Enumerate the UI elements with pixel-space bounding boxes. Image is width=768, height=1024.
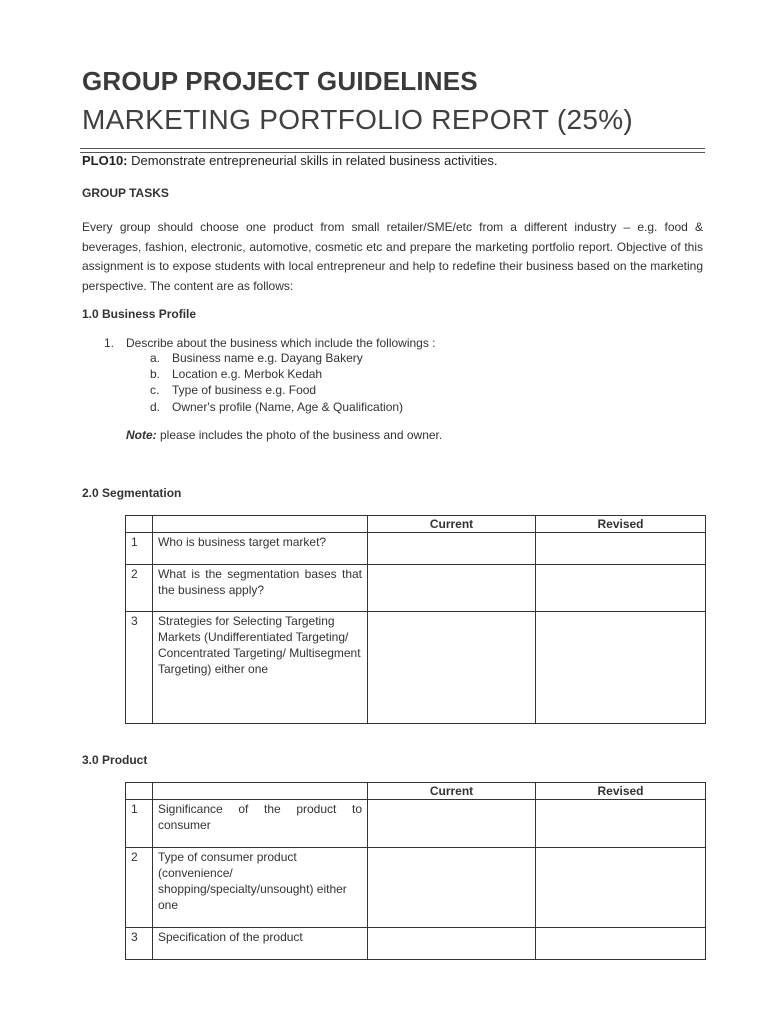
revised-cell[interactable] xyxy=(536,533,706,565)
revised-cell[interactable] xyxy=(536,612,706,724)
table-row xyxy=(126,533,706,565)
sublist-letter: d. xyxy=(150,400,161,414)
revised-cell[interactable] xyxy=(536,928,706,960)
note xyxy=(126,428,442,442)
row-number: 3 xyxy=(126,928,153,960)
plo-statement xyxy=(82,153,497,168)
table-row xyxy=(126,565,706,612)
current-cell[interactable] xyxy=(368,612,536,724)
column-header xyxy=(153,783,368,800)
column-header xyxy=(126,783,153,800)
section-1-heading: 1.0 Business Profile xyxy=(82,307,197,321)
column-header xyxy=(126,516,153,533)
table-header-row xyxy=(126,516,706,533)
row-question: What is the segmentation bases that the business apply? xyxy=(153,565,368,612)
row-number: 3 xyxy=(126,612,153,724)
sublist-letter: c. xyxy=(150,383,160,397)
column-header xyxy=(153,516,368,533)
document-subtitle: MARKETING PORTFOLIO REPORT (25%) xyxy=(82,104,634,135)
group-tasks-paragraph: Every group should choose one product from small retailer/SME/etc from a different industry – e.g. food & beverages, fashion, electronic, automotive, cosmetic etc and prepare the marketing portfolio report. Objective of this assignment is to expose students with local entrepreneur and help to redefine their business based on the marketing perspective. The content are as follows: xyxy=(82,220,703,293)
list-item-number: 1. xyxy=(104,336,115,350)
table-row xyxy=(126,848,706,928)
row-question: Strategies for Selecting Targeting Markets (Undifferentiated Targeting/ Concentrated Targeting/ Multisegment Targeting) either one xyxy=(153,612,368,724)
plo-text: Demonstrate entrepreneurial skills in related business activities. xyxy=(127,153,498,168)
document-title: GROUP PROJECT GUIDELINES xyxy=(82,66,478,96)
current-cell[interactable] xyxy=(368,533,536,565)
revised-cell[interactable] xyxy=(536,848,706,928)
column-header-current: Current xyxy=(368,516,536,533)
segmentation-table xyxy=(125,515,706,724)
sublist-item: Owner's profile (Name, Age & Qualification) xyxy=(172,400,404,414)
column-header-revised: Revised xyxy=(536,516,706,533)
sublist-item: Type of business e.g. Food xyxy=(172,383,317,397)
list-item-text: Describe about the business which include the followings : xyxy=(126,336,436,350)
row-number: 2 xyxy=(126,848,153,928)
current-cell[interactable] xyxy=(368,800,536,848)
current-cell[interactable] xyxy=(368,848,536,928)
revised-cell[interactable] xyxy=(536,800,706,848)
column-header-current: Current xyxy=(368,783,536,800)
group-tasks-heading: GROUP TASKS xyxy=(82,186,169,200)
table-header-row xyxy=(126,783,706,800)
current-cell[interactable] xyxy=(368,928,536,960)
note-label: Note: xyxy=(126,428,157,442)
sublist-letter: b. xyxy=(150,367,161,381)
title-divider-top xyxy=(80,148,705,149)
plo-label: PLO10: xyxy=(82,153,128,168)
row-question: Significance of the product to consumer xyxy=(153,800,368,848)
revised-cell[interactable] xyxy=(536,565,706,612)
table-row xyxy=(126,800,706,848)
row-number: 1 xyxy=(126,533,153,565)
sublist-item: Location e.g. Merbok Kedah xyxy=(172,367,323,381)
row-question: Who is business target market? xyxy=(153,533,368,565)
row-question: Specification of the product xyxy=(153,928,368,960)
note-text: please includes the photo of the business and owner. xyxy=(156,428,443,442)
row-number: 1 xyxy=(126,800,153,848)
sublist-letter: a. xyxy=(150,351,161,365)
row-question: Type of consumer product (convenience/ shopping/specialty/unsought) either one xyxy=(153,848,368,928)
product-table xyxy=(125,782,706,960)
sublist-item: Business name e.g. Dayang Bakery xyxy=(172,351,363,365)
table-row xyxy=(126,612,706,724)
section-3-heading: 3.0 Product xyxy=(82,753,148,767)
current-cell[interactable] xyxy=(368,565,536,612)
section-2-heading: 2.0 Segmentation xyxy=(82,486,182,500)
column-header-revised: Revised xyxy=(536,783,706,800)
table-row xyxy=(126,928,706,960)
row-number: 2 xyxy=(126,565,153,612)
